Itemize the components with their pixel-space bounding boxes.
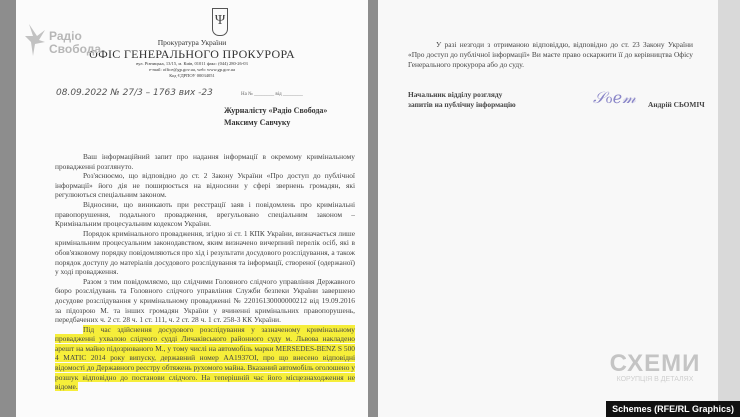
edrpou-code: Код ЄДРПОУ 00034051	[169, 73, 215, 78]
reference-line: На № ________ від ________	[241, 92, 303, 97]
appeal-paragraph	[408, 40, 693, 70]
contacts: e-mail: office@gp.gov.ua, web: www.gp.gov.ua	[148, 67, 236, 72]
recipient	[224, 105, 327, 129]
highlighted-paragraph: Під час здійснення досудового розслідування у зазначеному кримінальному провадженні ухвалою слідчого судді Личаківського районного суду м. Львова накладено арешт на майно підозрюваного М., у тому числі на автомобіль марки MERSEDES-BENZ S 500 4 MATIC 2014 року випуску, державний номер AA1937OI, про що внесено відповідні відомості до Державного реєстру обтяжень рухомого майна. Вказаний автомобіль оголошено у розшук відповідно до постанови слідчого. На теперішній час його місцезнаходження не відоме.	[55, 324, 355, 392]
signer-title	[408, 90, 516, 110]
paragraph: Порядок кримінального провадження, згідно зі ст. 1 КПК України, визначається лише кримінальним процесуальним законодавством, яким визначено вичерпний перелік осіб, які в обов'язковому порядку повідомляються про хід і результати досудового розслідування, а також порядок доступу до матеріалів досудового розслідування та інформації, створеної (одержаної) у ході провадження.	[55, 228, 355, 277]
signer-title-line-2: запитів на публічну інформацію	[408, 100, 516, 109]
paragraph: Роз'яснюємо, що відповідно до ст. 2 Закону України «Про доступ до публічної інформації» його дія не поширюється на відносини у сфері звернень громадян, які регулюються спеціальним законом.	[55, 171, 355, 200]
paragraph: Разом з тим повідомляємо, що слідчими Головного слідчого управління Державного бюро розслідувань та Головного слідчого управління Служби безпеки України завершено досудове розслідування у кримінальному провадженні № 22016130000000212 від 19.09.2016 за підозрою М. та інших громадян України у вчиненні кримінальних правопорушень, передбачених ч. 2 ст. 28 ч. 1 ст. 111, ч. 2 ст. 28 ч. 1 ст. 258-3 КК України.	[55, 276, 355, 325]
signer-name: Андрій СЬОМІЧ	[648, 100, 705, 109]
coat-of-arms-icon: Ψ	[212, 8, 228, 36]
address: вул. Різницька, 13/15, м. Київ, 01011 факс: (044) 280-26-03	[136, 61, 248, 66]
recipient-line-1: Журналісту «Радіо Свобода»	[224, 106, 328, 115]
image-credit: Schemes (RFE/RL Graphics)	[606, 401, 740, 417]
paragraph: Відносини, що виникають при реєстрації заяв і повідомлень про кримінальні правопорушення, подального провадження, врегульовано спеціальним законом – Кримінальним процесуальним кодексом України.	[55, 199, 355, 229]
signature: 𝒮ℴℯ𝓂	[593, 88, 636, 107]
logo-line-2: Свобода	[49, 42, 102, 56]
radio-svoboda-logo	[25, 22, 105, 62]
signer-title-line-1: Начальник відділу розгляду	[408, 90, 503, 99]
schemes-logo	[600, 352, 710, 383]
background-strip	[718, 0, 740, 417]
office-title: ОФІС ГЕНЕРАЛЬНОГО ПРОКУРОРА	[89, 47, 295, 61]
brand-name: СХЕМИ	[609, 350, 701, 377]
org-name: Прокуратура України	[157, 38, 227, 47]
left-document-page	[16, 0, 368, 417]
recipient-line-2: Максиму Савчуку	[224, 118, 291, 127]
svoboda-bird-icon	[25, 22, 47, 58]
paragraph: Ваш інформаційний запит про надання інформації в окремому кримінальному провадженні розглянуто.	[55, 152, 355, 171]
letter-body	[55, 152, 355, 392]
logo-line-1: Радіо	[49, 29, 82, 43]
registration-number: 08.09.2022 № 27/3 – 1763 вих -23	[56, 88, 213, 98]
paragraph: У разі незгоди з отриманою відповіддю, відповідно до ст. 23 Закону України «Про доступ до публічної інформації» Ви маєте право оскаржити її до керівництва Офісу Генерального прокурора або до суду.	[408, 40, 693, 69]
brand-tagline: КОРУПЦІЯ В ДЕТАЛЯХ	[616, 376, 694, 383]
